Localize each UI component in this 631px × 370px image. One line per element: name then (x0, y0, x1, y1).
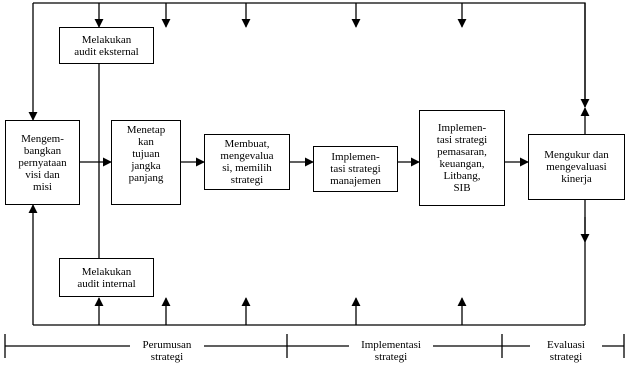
phase-label-evaluasi: Evaluasi strategi (530, 339, 602, 363)
phase-label-implementasi: Implementasi strategi (349, 339, 433, 363)
impl-pemasaran-box: Implemen- tasi strategi pemasaran, keuangan, Litbang, SIB (419, 110, 505, 206)
phase-label-perumusan: Perumusan strategi (130, 339, 204, 363)
evaluasi-box: Mengukur dan mengevaluasi kinerja (528, 134, 625, 200)
impl-manajemen-box: Implemen- tasi strategi manajemen (313, 146, 398, 192)
tujuan-box: Menetap kan tujuan jangka panjang (111, 120, 181, 205)
audit-eksternal-box: Melakukan audit eksternal (59, 27, 154, 64)
strategi-box: Membuat, mengevalua si, memilih strategi (204, 134, 290, 190)
audit-internal-box: Melakukan audit internal (59, 258, 154, 297)
visi-misi-box: Mengem- bangkan pernyataan visi dan misi (5, 120, 80, 205)
